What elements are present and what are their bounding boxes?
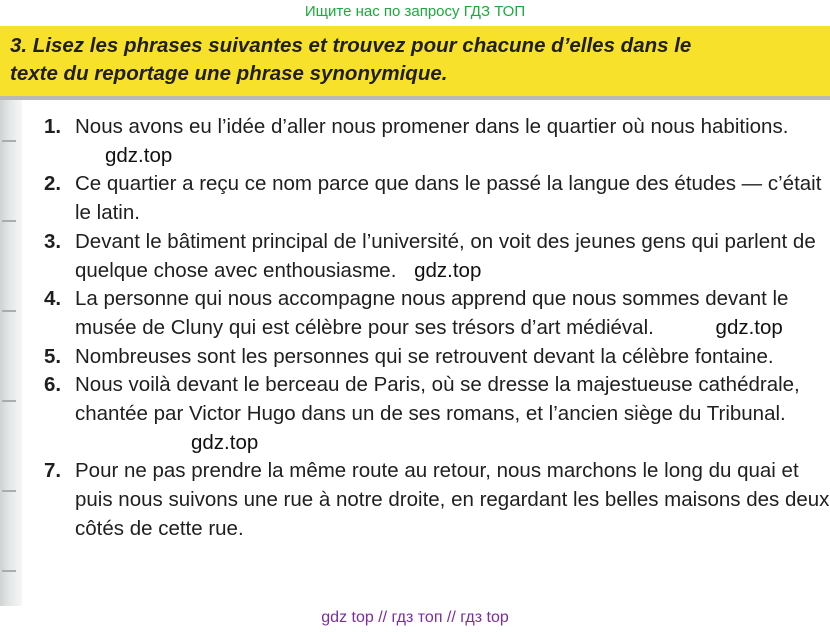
item-number: 7. [44,459,62,483]
edge-mark [2,400,16,402]
edge-mark [2,140,16,142]
task-header [0,26,830,96]
list-item [40,285,830,342]
watermark: gdz.top [105,143,173,167]
task-title-line-2: texte du reportage une phrase synonymique. [10,62,448,85]
task-title-line-1: 3. Lisez les phrases suivantes et trouvez pour chacune d’elles dans le [10,34,692,57]
list-item [40,228,830,285]
item-number: 1. [44,115,62,138]
item-number: 2. [44,172,62,196]
header-divider [0,96,830,100]
item-text: Ce quartier a reçu ce nom parce que dans le passé la langue des études — c’était le latin. [75,172,822,225]
item-text: Devant le bâtiment principal de l’université, on voit des jeunes gens qui parlent de quelque chose avec enthousiasme. [75,229,816,282]
sentence-list [40,113,830,544]
page-edge-decoration [0,100,22,606]
list-item [40,170,830,227]
watermark: gdz.top [414,258,482,282]
edge-mark [2,490,16,492]
item-text: Nous avons eu l’idée d’aller nous promener dans le quartier où nous habitions. [75,115,789,138]
watermark: gdz.top [191,430,259,454]
item-number: 5. [44,344,62,368]
item-text: Pour ne pas prendre la même route au retour, nous marchons le long du quai et puis nous suivons une rue à notre droite, en regardant les belles maisons des deux côtés de cette rue. [75,459,830,540]
list-item [40,113,830,170]
item-text: Nombreuses sont les personnes qui se retrouvent devant la célèbre fontaine. [75,344,774,368]
list-item [40,343,830,372]
item-number: 3. [44,229,62,253]
edge-mark [2,220,16,222]
item-number: 6. [44,373,62,397]
item-text: Nous voilà devant le berceau de Paris, où se dresse la majestueuse cathédrale, chantée par Victor Hugo dans un de ses romans, et l’ancien siège du Tribunal. [75,373,800,426]
list-item [40,457,830,543]
edge-mark [2,310,16,312]
item-number: 4. [44,287,62,311]
edge-mark [2,570,16,572]
item-text: La personne qui nous accompagne nous apprend que nous sommes devant le musée de Cluny qui est célèbre pour ses trésors d’art médiéval. [75,287,789,339]
watermark: gdz.top [715,315,783,339]
list-item [40,371,830,457]
top-banner: Ищите нас по запросу ГДЗ ТОП [304,3,526,20]
footer-watermark: gdz top // гдз топ // гдз top [321,609,509,626]
